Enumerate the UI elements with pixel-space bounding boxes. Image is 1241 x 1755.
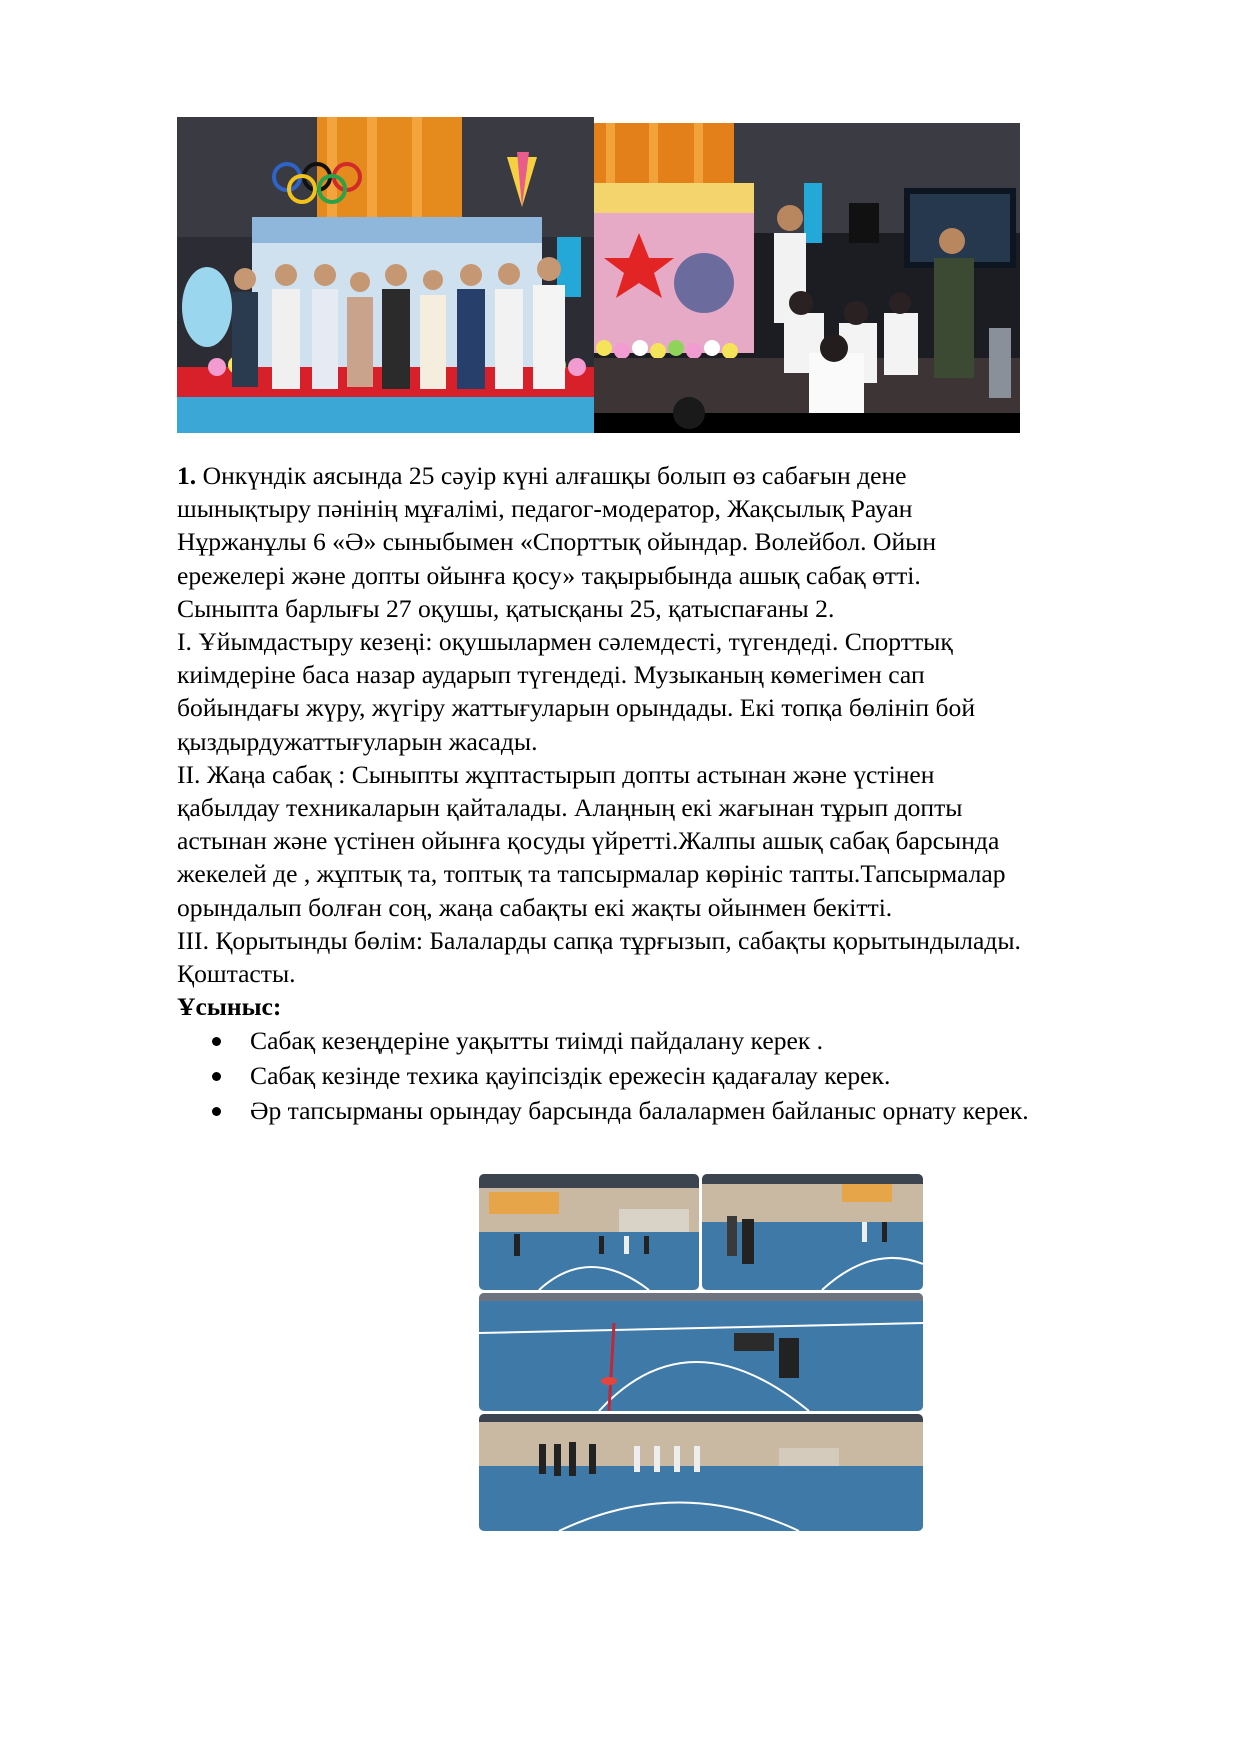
stage-1-line-1: I. Ұйымдастыру кезеңі: оқушылармен сәлемдесті, түгендеді. Спорттық <box>177 627 953 657</box>
gym-photo-4 <box>479 1414 923 1531</box>
gym-photo-1 <box>479 1174 699 1290</box>
stage-2-line-4: жекелей де , жұптық та, топтық та тапсырмалар көрініс тапты.Тапсырмалар <box>177 859 1006 889</box>
stage-1-line-3: бойындағы жүру, жүгіру жаттығуларын орындады. Екі топқа бөлініп бой <box>177 693 976 723</box>
gym-photo-3 <box>479 1293 923 1411</box>
report-text <box>177 459 1187 1128</box>
gym-hall-icon <box>479 1293 923 1411</box>
stage-2-line-5: орындалып болған соң, жаңа сабақты екі жақты ойынмен бекітті. <box>177 892 893 922</box>
presentation-stage-icon <box>594 123 1020 433</box>
stage-1-line-2: киімдеріне баса назар аударып түгендеді. Музыканың көмегімен сап <box>177 660 925 690</box>
paragraph-number: 1. <box>177 461 197 490</box>
list-item: Сабақ кезеңдеріне уақытты тиімді пайдалану керек . <box>250 1023 1187 1058</box>
bullet-icon <box>212 1107 221 1116</box>
paragraph-1-line-5: Сыныпта барлығы 27 оқушы, қатысқаны 25, қатыспағаны 2. <box>177 593 835 623</box>
bullet-icon <box>212 1072 221 1081</box>
gym-photo-collage <box>479 1174 923 1531</box>
gym-photo-2 <box>702 1174 923 1290</box>
bullet-icon <box>212 1037 221 1046</box>
paragraph-1-line-2: шынықтыру пәнінің мұғалімі, педагог-модератор, Жақсылық Рауан <box>177 494 913 524</box>
suggestions-list <box>177 1023 1187 1128</box>
paragraph-1-line-3: Нұржанұлы 6 «Ә» сыныбымен «Спорттық ойындар. Волейбол. Ойын <box>177 527 937 557</box>
top-left-photo <box>177 117 594 433</box>
stage-2-line-2: қабылдау техникаларын қайталады. Алаңның екі жағынан тұрып допты <box>177 793 963 823</box>
stage-1-line-4: қыздырдужаттығуларын жасады. <box>177 726 538 756</box>
list-item: Әр тапсырманы орындау барсында балалармен байланыс орнату керек. <box>250 1093 1187 1128</box>
stage-2-line-1: II. Жаңа сабақ : Сыныпты жұптастырып допты астынан және үстінен <box>177 759 935 789</box>
group-photo-stage-icon <box>177 117 594 433</box>
gym-hall-icon <box>702 1174 923 1290</box>
gym-hall-icon <box>479 1174 699 1290</box>
stage-3-line-1: III. Қорытынды бөлім: Балаларды сапқа тұрғызып, сабақты қорытындылады. <box>177 925 1021 955</box>
suggestions-title: Ұсыныс: <box>177 992 282 1022</box>
paragraph-1-line-1: 1. Онкүндік аясында 25 сәуір күні алғашқы болып өз сабағын дене <box>177 461 907 490</box>
top-right-photo <box>594 123 1020 433</box>
list-item: Сабақ кезінде техика қауіпсіздік ережесін қадағалау керек. <box>250 1058 1187 1093</box>
stage-3-line-2: Қоштасты. <box>177 959 296 989</box>
gym-hall-icon <box>479 1414 923 1531</box>
stage-2-line-3: астынан және үстінен ойынға қосуды үйретті.Жалпы ашық сабақ барсында <box>177 826 1000 856</box>
paragraph-1-line-4: ережелері және допты ойынға қосу» тақырыбында ашық сабақ өтті. <box>177 560 921 590</box>
